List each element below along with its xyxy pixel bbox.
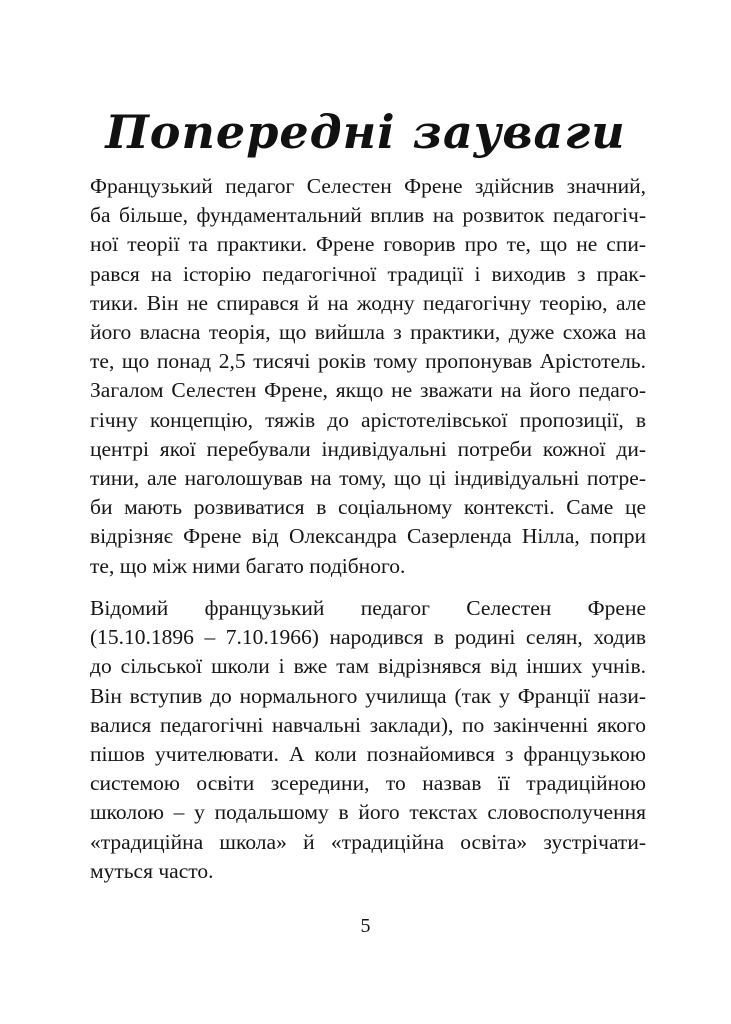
text-line: Французький педагог Селестен Френе здійснив значний, bbox=[90, 174, 646, 198]
text-line: те, що понад 2,5 тисячі років тому пропонував Арістотель. bbox=[90, 349, 646, 374]
text-line: тики. Він не спирався й на жодну педагогічну теорію, але bbox=[90, 290, 646, 315]
text-line: Він вступив до нормального училища (так у Франції нази- bbox=[90, 683, 646, 708]
text-line: його власна теорія, що вийшла з практики, дуже схожа на bbox=[90, 320, 646, 345]
text-line: гічну концепцію, тяжів до арістотелівської пропозиції, в bbox=[90, 407, 646, 432]
text-line: ба більше, фундаментальний вплив на розвиток педагогіч- bbox=[90, 203, 646, 228]
text-line: Відомий французький педагог Селестен Френе bbox=[90, 596, 646, 620]
page-number: 5 bbox=[360, 915, 371, 937]
text-line: центрі якої перебували індивідуальні потреби кожної ди- bbox=[90, 436, 646, 461]
text-line: школою – у подальшому в його текстах словосполучення bbox=[90, 800, 646, 825]
text-line: «традиційна школа» й «традиційна освіта» зустрічати- bbox=[90, 829, 646, 854]
text-line: тини, але наголошував на тому, що ці індивідуальні потре- bbox=[90, 466, 646, 491]
text-line: системою освіти зсередини, то назвав її традиційною bbox=[90, 771, 646, 796]
text-line: пішов учителювати. А коли познайомився з французькою bbox=[90, 742, 646, 767]
text-line: те, що між ними багато подібного. bbox=[90, 553, 406, 578]
text-line: (15.10.1896 – 7.10.1966) народився в родині селян, ходив bbox=[90, 625, 646, 650]
paragraph-1 bbox=[90, 172, 646, 581]
text-line: ної теорії та практики. Френе говорив про те, що не спи- bbox=[90, 232, 646, 257]
text-line: валися педагогічні навчальні заклади), по закінченні якого bbox=[90, 712, 646, 737]
text-line: відрізняє Френе від Олександра Сазерленда Нілла, попри bbox=[90, 524, 646, 549]
page-title: Попередні зауваги bbox=[105, 105, 626, 159]
text-line: рався на історію педагогічної традиції і виходив з прак- bbox=[90, 261, 646, 286]
text-line: би мають розвиватися в соціальному контексті. Саме це bbox=[90, 495, 646, 520]
paragraph-2 bbox=[90, 594, 646, 886]
text-line: до сільської школи і вже там відрізнявся від інших учнів. bbox=[90, 654, 646, 679]
text-line: Загалом Селестен Френе, якщо не зважати на його педаго- bbox=[90, 378, 646, 403]
text-line: муться часто. bbox=[90, 858, 214, 883]
